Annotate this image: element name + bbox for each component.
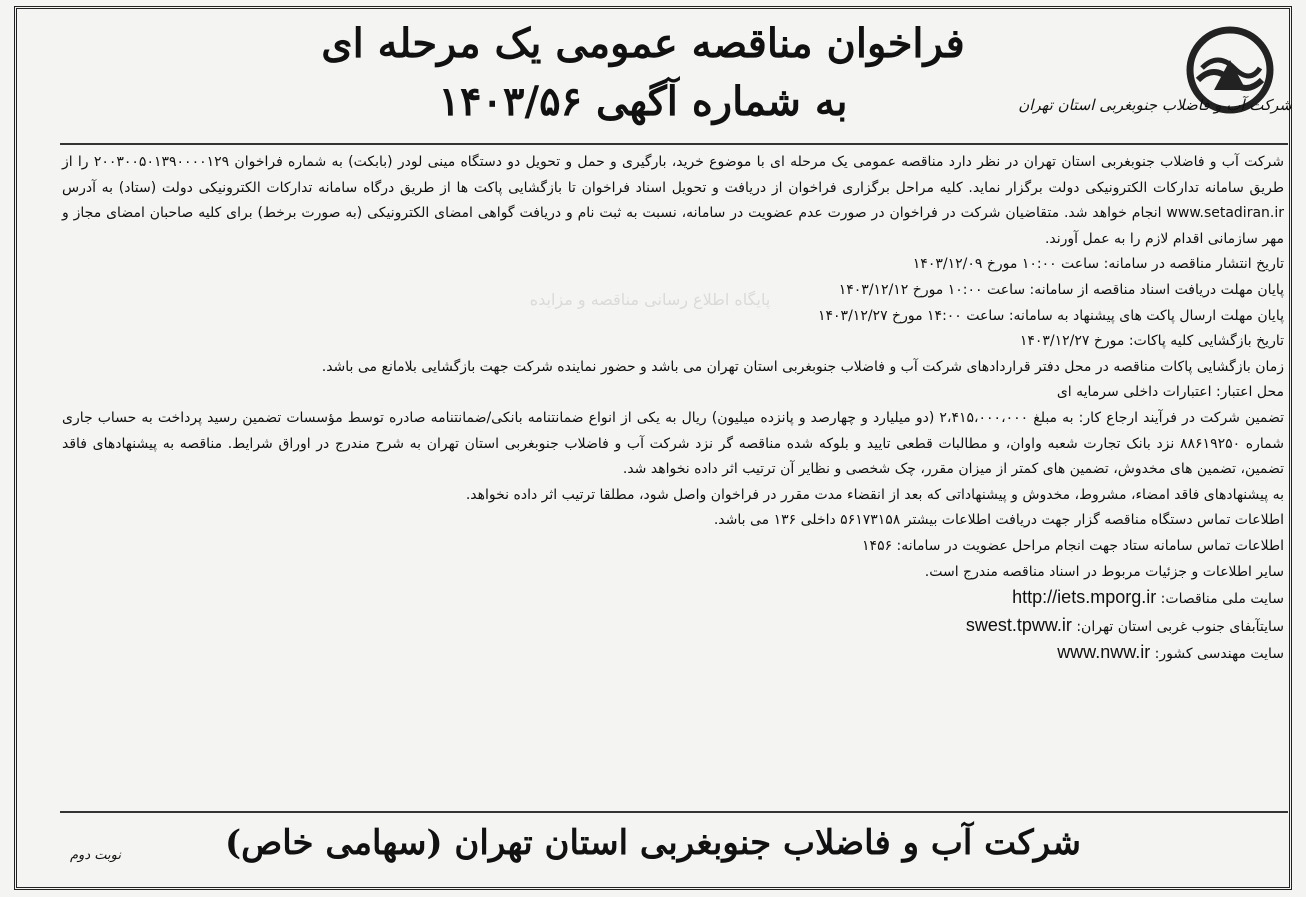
site1-link[interactable]: http://iets.mporg.ir bbox=[1012, 587, 1157, 608]
invalid-bids-note: به پیشنهادهای فاقد امضاء، مشروط، مخدوش و پیشنهاداتی که بعد از انقضاء مدت مقرر در فراخوان واصل شود، مطلقا ترتیب اثر داده نخواهد. bbox=[465, 486, 1284, 503]
ad-number-title: به شماره آگهی ۱۴۰۳/۵۶ bbox=[438, 78, 848, 125]
logo-caption: شرکت آب و فاضلاب جنوبغربی استان تهران bbox=[1018, 96, 1292, 114]
site1-label: سایت ملی مناقصات: bbox=[1160, 591, 1284, 608]
site2-link[interactable]: swest.tpww.ir bbox=[965, 614, 1072, 635]
setad-contact: اطلاعات تماس سامانه ستاد جهت انجام مراحل عضویت در سامانه: ۱۴۵۶ bbox=[862, 537, 1284, 554]
site-engineering bbox=[62, 640, 1284, 668]
announcement-body bbox=[62, 150, 1284, 805]
bid-deadline: پایان مهلت ارسال پاکت های پیشنهاد به سامانه: ساعت ۱۴:۰۰ مورخ ۱۴۰۳/۱۲/۲۷ bbox=[818, 307, 1284, 324]
opening-date: تاریخ بازگشایی کلیه پاکات: مورخ ۱۴۰۳/۱۲/۲۷ bbox=[1019, 333, 1284, 350]
opening-place: زمان بازگشایی پاکات مناقصه در محل دفتر قراردادهای شرکت آب و فاضلاب جنوبغربی استان تهران می باشد و حضور نماینده شرکت جهت بازگشایی بلامانع می باشد. bbox=[321, 358, 1284, 375]
site-national-tenders bbox=[62, 585, 1284, 613]
publication-round: نوبت دوم bbox=[70, 848, 121, 863]
document-deadline: پایان مهلت دریافت اسناد مناقصه از سامانه: ساعت ۱۰:۰۰ مورخ ۱۴۰۳/۱۲/۱۲ bbox=[838, 281, 1284, 298]
guarantee-paragraph: تضمین شرکت در فرآیند ارجاع کار: به مبلغ ۲،۴۱۵،۰۰۰،۰۰۰ (دو میلیارد و چهارصد و پانزده میلیون) ریال به یکی از انواع ضمانتنامه بانکی/ضمانتنامه صادره توسط مؤسسات تضمین رسید پرداخت به حساب جاری شماره ۸۸۶۱۹۲۵۰ نزد بانک تجارت شعبه واوان، و مطالبات قطعی تایید و بلوکه شده مناقصه گر نزد شرکت آب و فاضلاب جنوبغربی استان تهران به شرح مندرج در اوراق شرایط. مناقصه به پیشنهادهای فاقد تضمین، تضمین های مخدوش، تضمین های کمتر از میزان مقرر، چک شخصی و نظایر آن ترتیب اثر داده نخواهد شد. bbox=[62, 409, 1284, 478]
credit-source: محل اعتبار: اعتبارات داخلی سرمایه ای bbox=[1056, 384, 1284, 401]
watermark: پایگاه اطلاع رسانی مناقصه و مزایده bbox=[529, 290, 771, 309]
tenderer-contact: اطلاعات تماس دستگاه مناقصه گزار جهت دریافت اطلاعات بیشتر ۵۶۱۷۳۱۵۸ داخلی ۱۳۶ می باشد. bbox=[713, 512, 1284, 529]
footer-company: شرکت آب و فاضلاب جنوبغربی استان تهران (سهامی خاص) bbox=[225, 823, 1081, 863]
site3-label: سایت مهندسی کشور: bbox=[1154, 646, 1284, 663]
other-info: سایر اطلاعات و جزئیات مربوط در اسناد مناقصه مندرج است. bbox=[924, 563, 1284, 580]
header-divider bbox=[60, 143, 1288, 145]
page-title: فراخوان مناقصه عمومی یک مرحله ای bbox=[321, 20, 965, 67]
site2-label: سایتآبفای جنوب غربی استان تهران: bbox=[1076, 618, 1284, 635]
publish-date: تاریخ انتشار مناقصه در سامانه: ساعت ۱۰:۰۰ مورخ ۱۴۰۳/۱۲/۰۹ bbox=[912, 256, 1284, 273]
site3-link[interactable]: www.nww.ir bbox=[1057, 642, 1151, 663]
footer-divider bbox=[60, 811, 1288, 813]
site-company bbox=[62, 613, 1284, 641]
intro-paragraph: شرکت آب و فاضلاب جنوبغربی استان تهران در نظر دارد مناقصه عمومی یک مرحله ای با موضوع خرید، بارگیری و حمل و تحویل دو دستگاه مینی لودر (بابکت) به شماره فراخوان ۲۰۰۳۰۰۵۰۱۳۹۰۰۰۰۱۲۹ را از طریق سامانه تدارکات الکترونیکی دولت برگزار نماید. کلیه مراحل برگزاری فراخوان از دریافت و تحویل اسناد فراخوان تا بازگشایی پاکت ها از طریق درگاه سامانه تدارکات الکترونیکی دولت (ستاد) به آدرس www.setadiran.ir انجام خواهد شد. متقاضیان شرکت در فراخوان در صورت عدم عضویت در سامانه، نسبت به ثبت نام و دریافت گواهی امضای الکترونیکی (به صورت برخط) برای کلیه صاحبان امضای مجاز و مهر سازمانی اقدام لازم را به عمل آورند. bbox=[62, 154, 1284, 247]
